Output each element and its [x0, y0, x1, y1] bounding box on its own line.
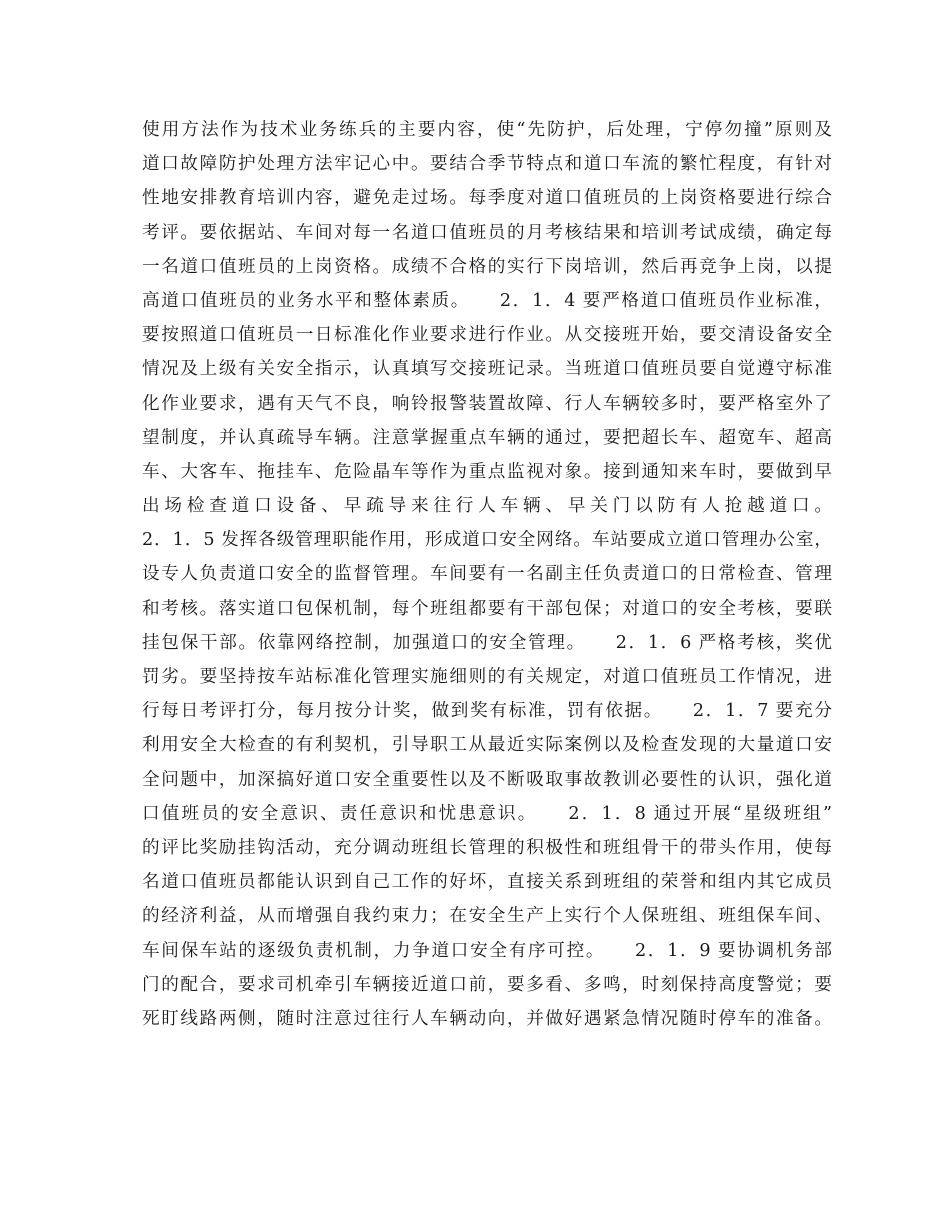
- text-line: 出场检查道口设备、早疏导来往行人车辆、早关门以防有人抢越道口。: [142, 496, 832, 517]
- text-line: 化作业要求，遇有天气不良，响铃报警装置故障、行人车辆较多时，要严格室外了: [142, 393, 832, 414]
- text-line: 一名道口值班员的上岗资格。成绩不合格的实行下岗培训，然后再竞争上岗，以提: [142, 256, 832, 277]
- text-line: 行每日考评打分，每月按分计奖，做到奖有标准，罚有依据。 2．1．7 要充分: [142, 701, 832, 722]
- text-line: 的评比奖励挂钩活动，充分调动班组长管理的积极性和班组骨干的带头作用，使每: [142, 837, 832, 858]
- text-line: 利用安全大检查的有利契机，引导职工从最近实际案例以及检查发现的大量道口安: [142, 735, 832, 756]
- text-line: 口值班员的安全意识、责任意识和忧患意识。 2．1．8 通过开展“星级班组”: [142, 803, 832, 824]
- text-line: 道口故障防护处理方法牢记心中。要结合季节特点和道口车流的繁忙程度，有针对: [142, 154, 832, 175]
- text-line: 车间保车站的逐级负责机制，力争道口安全有序可控。 2．1．9 要协调机务部: [142, 940, 832, 961]
- body-text: [142, 113, 832, 1036]
- text-line: 全问题中，加深搞好道口安全重要性以及不断吸取事故教训必要性的认识，强化道: [142, 769, 832, 790]
- text-line: 性地安排教育培训内容，避免走过场。每季度对道口值班员的上岗资格要进行综合: [142, 188, 832, 209]
- text-line: 考评。要依据站、车间对每一名道口值班员的月考核结果和培训考试成绩，确定每: [142, 222, 832, 243]
- text-line: 死盯线路两侧，随时注意过往行人车辆动向，并做好遇紧急情况随时停车的准备。: [142, 1008, 832, 1029]
- text-line: 门的配合，要求司机牵引车辆接近道口前，要多看、多鸣，时刻保持高度警觉；要: [142, 974, 832, 995]
- text-line: 车、大客车、拖挂车、危险晶车等作为重点监视对象。接到通知来车时，要做到早: [142, 461, 832, 482]
- text-line: 望制度，并认真疏导车辆。注意掌握重点车辆的通过，要把超长车、超宽车、超高: [142, 427, 832, 448]
- text-line: 2．1．5 发挥各级管理职能作用，形成道口安全网络。车站要成立道口管理办公室，: [142, 530, 832, 551]
- text-line: 情况及上级有关安全指示，认真填写交接班记录。当班道口值班员要自觉遵守标准: [142, 359, 832, 380]
- text-line: 要按照道口值班员一日标准化作业要求进行作业。从交接班开始，要交清设备安全: [142, 325, 832, 346]
- text-line: 的经济利益，从而增强自我约束力；在安全生产上实行个人保班组、班组保车间、: [142, 906, 832, 927]
- text-line: 名道口值班员都能认识到自己工作的好坏，直接关系到班组的荣誉和组内其它成员: [142, 872, 832, 893]
- text-line: 使用方法作为技术业务练兵的主要内容，使“先防护，后处理，宁停勿撞”原则及: [142, 120, 832, 140]
- text-line: 设专人负责道口安全的监督管理。车间要有一名副主任负责道口的日常检查、管理: [142, 564, 832, 585]
- text-line: 罚劣。要坚持按车站标准化管理实施细则的有关规定，对道口值班员工作情况，进: [142, 667, 832, 687]
- text-line: 挂包保干部。依靠网络控制，加强道口的安全管理。 2．1．6 严格考核，奖优: [142, 632, 832, 653]
- text-line: 高道口值班员的业务水平和整体素质。 2．1．4 要严格道口值班员作业标准，: [142, 290, 832, 311]
- text-line: 和考核。落实道口包保机制，每个班组都要有干部包保；对道口的安全考核，要联: [142, 598, 832, 619]
